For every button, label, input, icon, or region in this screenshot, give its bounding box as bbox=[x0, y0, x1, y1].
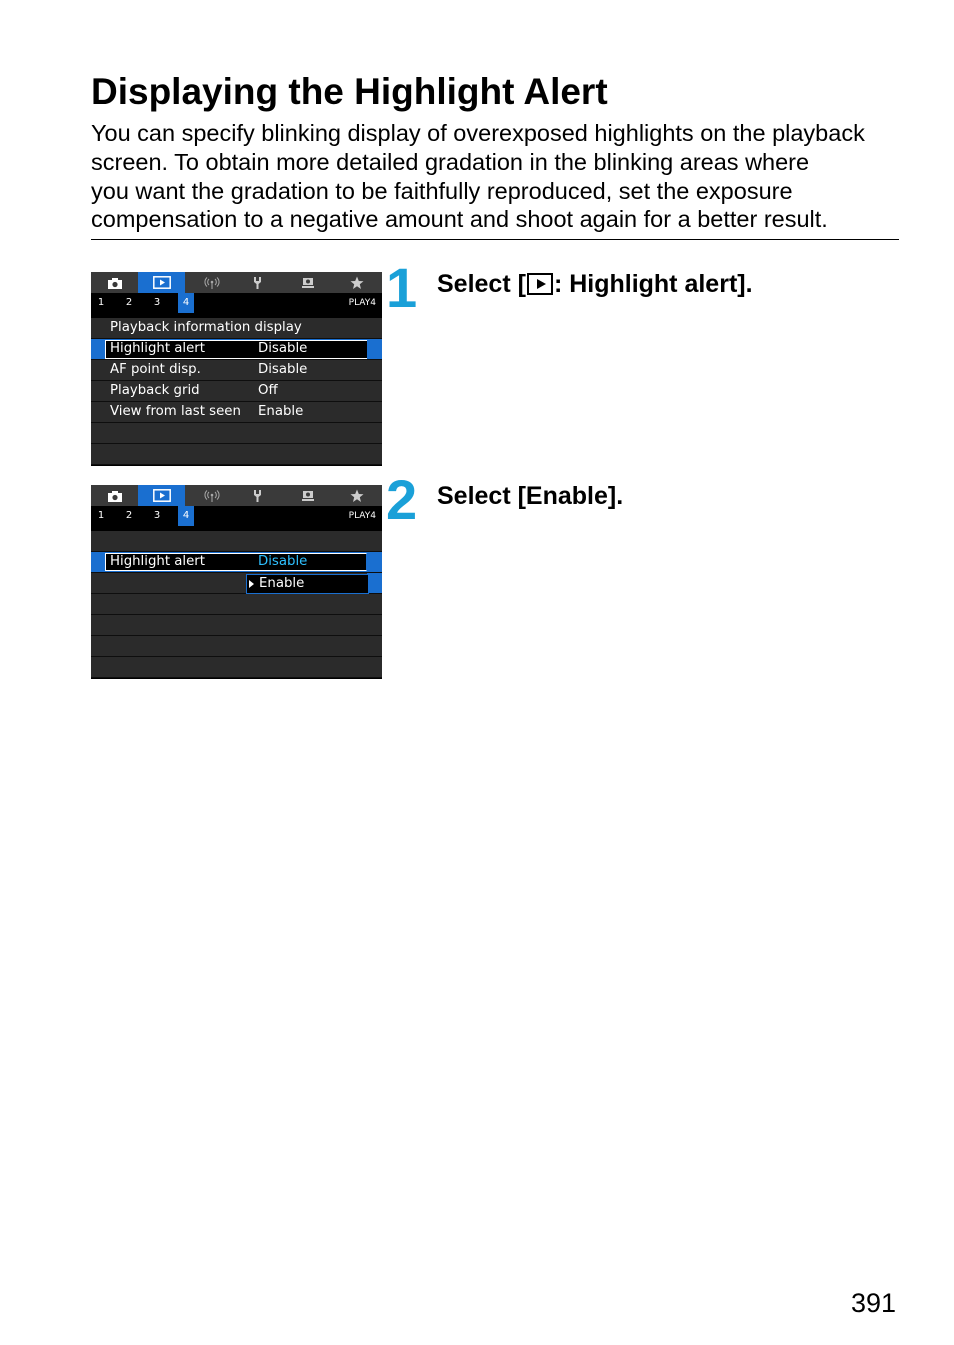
camera-menu-screen-1 bbox=[91, 272, 382, 466]
playback-icon[interactable] bbox=[138, 485, 185, 506]
step-1-instruction bbox=[437, 269, 753, 299]
step-1-text-before: Select [ bbox=[437, 270, 526, 298]
menu-row-empty bbox=[91, 615, 382, 636]
step-1-text-after: : Highlight alert]. bbox=[553, 270, 753, 298]
step-2-instruction: Select [Enable]. bbox=[437, 482, 624, 510]
menu-page-3[interactable]: 3 bbox=[153, 510, 161, 521]
section-divider bbox=[91, 239, 899, 240]
menu-page-1[interactable]: 1 bbox=[97, 510, 105, 521]
option-dropdown[interactable] bbox=[246, 574, 369, 594]
menu-row-value: Disable bbox=[258, 341, 308, 356]
menu-row-label: Highlight alert bbox=[110, 554, 205, 569]
menu-row-view-last-seen[interactable] bbox=[91, 402, 382, 423]
menu-row-playback-info[interactable] bbox=[91, 318, 382, 339]
menu-row-label: Playback information display bbox=[110, 320, 302, 335]
intro-paragraph bbox=[91, 119, 901, 234]
option-enable[interactable]: Enable bbox=[259, 576, 305, 591]
menu-row-highlight-alert[interactable] bbox=[91, 339, 382, 360]
menu-row-highlight-alert[interactable] bbox=[91, 552, 382, 573]
intro-line: you want the gradation to be faithfully reproduced, set the exposure bbox=[91, 177, 793, 204]
menu-row-playback-grid[interactable] bbox=[91, 381, 382, 402]
current-setting-value: Disable bbox=[258, 554, 308, 569]
camera-menu-screen-2 bbox=[91, 485, 382, 679]
menu-row-af-point[interactable] bbox=[91, 360, 382, 381]
step-number-2: 2 bbox=[386, 468, 418, 531]
menu-row-value: Off bbox=[258, 383, 278, 398]
menu-page-2[interactable]: 2 bbox=[125, 510, 133, 521]
menu-row-empty bbox=[91, 444, 382, 465]
menu-row-label: View from last seen bbox=[110, 404, 241, 419]
menu-row-label: Playback grid bbox=[110, 383, 200, 398]
menu-row-value: Enable bbox=[258, 404, 304, 419]
selection-marker-icon bbox=[249, 580, 254, 588]
wireless-icon[interactable] bbox=[188, 272, 235, 293]
menu-row-empty bbox=[91, 657, 382, 678]
wireless-icon[interactable] bbox=[188, 485, 235, 506]
menu-page-4[interactable]: 4 bbox=[178, 506, 194, 526]
menu-row-empty bbox=[91, 423, 382, 444]
playback-icon[interactable] bbox=[138, 272, 185, 293]
intro-line: screen. To obtain more detailed gradation in the blinking areas where bbox=[91, 148, 810, 175]
intro-line: compensation to a negative amount and shoot again for a better result. bbox=[91, 206, 828, 233]
camera-icon[interactable] bbox=[91, 272, 138, 293]
wrench-icon[interactable] bbox=[236, 272, 283, 293]
intro-line: You can specify blinking display of overexposed highlights on the playback bbox=[91, 120, 865, 146]
custom-icon[interactable] bbox=[284, 485, 331, 506]
camera-icon[interactable] bbox=[91, 485, 138, 506]
menu-row-empty bbox=[91, 531, 382, 552]
menu-page-1[interactable]: 1 bbox=[97, 297, 105, 308]
star-icon[interactable] bbox=[333, 272, 380, 293]
playback-icon bbox=[527, 273, 553, 295]
menu-row-label: Highlight alert bbox=[110, 341, 205, 356]
custom-icon[interactable] bbox=[284, 272, 331, 293]
step-number-1: 1 bbox=[386, 256, 418, 319]
menu-row-empty bbox=[91, 594, 382, 615]
page-number: 391 bbox=[851, 1288, 897, 1318]
menu-row-empty bbox=[91, 636, 382, 657]
menu-page-3[interactable]: 3 bbox=[153, 297, 161, 308]
menu-row-label: AF point disp. bbox=[110, 362, 201, 377]
wrench-icon[interactable] bbox=[236, 485, 283, 506]
page-title: Displaying the Highlight Alert bbox=[91, 71, 608, 112]
menu-page-4[interactable]: 4 bbox=[178, 293, 194, 313]
menu-page-label: PLAY4 bbox=[348, 298, 376, 308]
menu-page-label: PLAY4 bbox=[348, 511, 376, 521]
menu-row-value: Disable bbox=[258, 362, 308, 377]
star-icon[interactable] bbox=[333, 485, 380, 506]
menu-page-2[interactable]: 2 bbox=[125, 297, 133, 308]
